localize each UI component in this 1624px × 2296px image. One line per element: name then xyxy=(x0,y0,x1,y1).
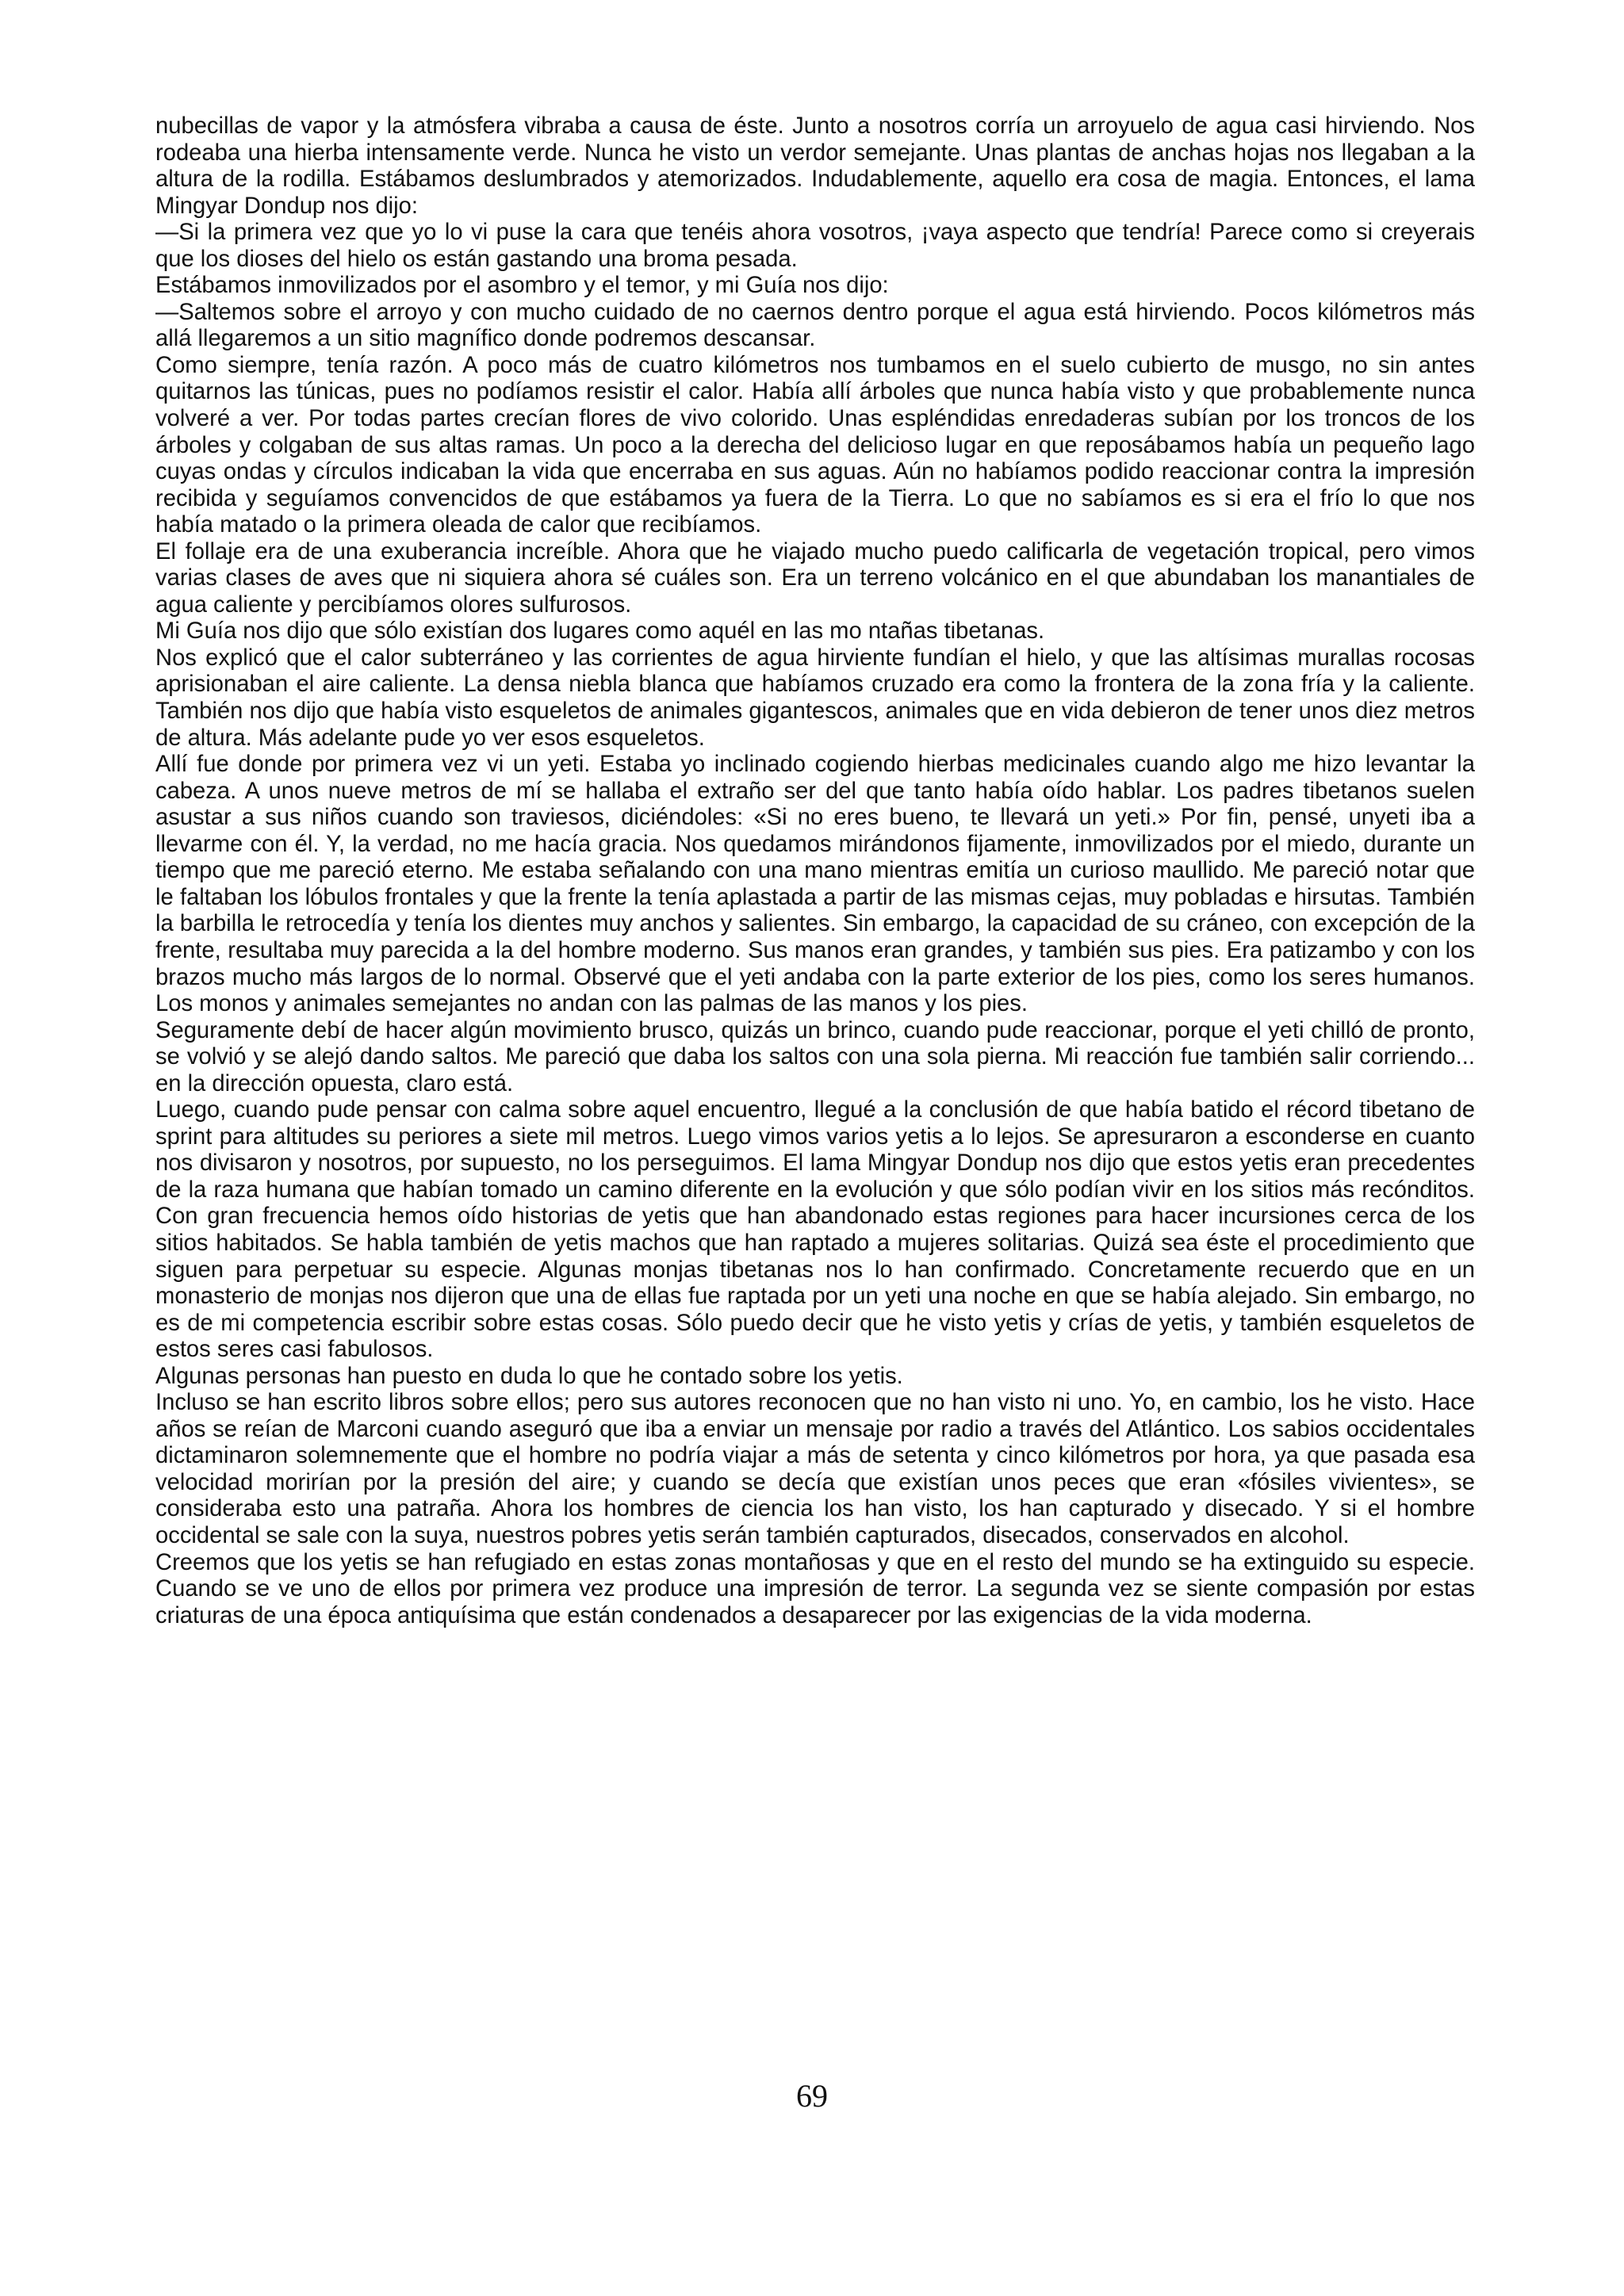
paragraph: nubecillas de vapor y la atmósfera vibraba a causa de éste. Junto a nosotros corría un arroyuelo de agua casi hirviendo. Nos rodeaba una hierba intensamente verde. Nunca he visto un verdor semejante. Unas plantas de anchas hojas nos llegaban a la altura de la rodilla. Estábamos deslumbrados y atemorizados. Indudablemente, aquello era cosa de magia. Entonces, el lama Mingyar Dondup nos dijo: xyxy=(155,113,1475,219)
paragraph: Nos explicó que el calor subterráneo y las corrientes de agua hirviente fundían el hielo, y que las altísimas murallas rocosas aprisionaban el aire caliente. La densa niebla blanca que habíamos cruzado era como la frontera de la zona fría y la caliente. También nos dijo que había visto esqueletos de animales gigantescos, animales que en vida debieron de tener unos diez metros de altura. Más adelante pude yo ver esos esqueletos. xyxy=(155,645,1475,751)
paragraph: Mi Guía nos dijo que sólo existían dos lugares como aquél en las mo ntañas tibetanas. xyxy=(155,618,1045,645)
paragraph: El follaje era de una exuberancia increíble. Ahora que he viajado mucho puedo calificarla de vegetación tropical, pero vimos varias clases de aves que ni siquiera ahora sé cuáles son. Era un terreno volcánico en el que abundaban los manantiales de agua caliente y percibíamos olores sulfurosos. xyxy=(155,538,1475,618)
paragraph: Creemos que los yetis se han refugiado en estas zonas montañosas y que en el resto del mundo se ha extinguido su especie. Cuando se ve uno de ellos por primera vez produce una impresión de terror. La segunda vez se siente compasión por estas criaturas de una época antiquísima que están condenados a desaparecer por las exigencias de la vida moderna. xyxy=(155,1549,1475,1628)
paragraph: Estábamos inmovilizados por el asombro y el temor, y mi Guía nos dijo: xyxy=(155,273,889,299)
paragraph: Incluso se han escrito libros sobre ellos; pero sus autores reconocen que no han visto ni uno. Yo, en cambio, los he visto. Hace años se reían de Marconi cuando aseguró que iba a enviar un mensaje por radio a través del Atlántico. Los sabios occidentales dictaminaron solemnemente que el hombre no podría viajar a más de setenta y cinco kilómetros por hora, ya que pasada esa velocidad morirían por la presión del aire; y cuando se decía que existían unos peces que eran «fósiles vivientes», se consideraba esto una patraña. Ahora los hombres de ciencia los han visto, los han capturado y disecado. Y si el hombre occidental se sale con la suya, nuestros pobres yetis serán también capturados, disecados, conservados en alcohol. xyxy=(155,1390,1475,1548)
paragraph: Allí fue donde por primera vez vi un yeti. Estaba yo inclinado cogiendo hierbas medicinales cuando algo me hizo levantar la cabeza. A unos nueve metros de mí se hallaba el extraño ser del que tanto había oído hablar. Los padres tibetanos suelen asustar a sus niños cuando son traviesos, diciéndoles: «Si no eres bueno, te llevará un yeti.» Por fin, pensé, unyeti iba a llevarme con él. Y, la verdad, no me hacía gracia. Nos quedamos mirándonos fijamente, inmovilizados por el miedo, durante un tiempo que me pareció eterno. Me estaba señalando con una mano mientras emitía un curioso maullido. Me pareció notar que le faltaban los lóbulos frontales y que la frente la tenía aplastada a partir de las mismas cejas, muy pobladas e hirsutas. También la barbilla le retrocedía y tenía los dientes muy anchos y salientes. Sin embargo, la capacidad de su cráneo, con excepción de la frente, resultaba muy parecida a la del hombre moderno. Sus manos eran grandes, y también sus pies. Era patizambo y con los brazos mucho más largos de lo normal. Observé que el yeti andaba con la parte exterior de los pies, como los seres humanos. Los monos y animales semejantes no andan con las palmas de las manos y los pies. xyxy=(155,752,1475,1017)
paragraph: Algunas personas han puesto en duda lo que he contado sobre los yetis. xyxy=(155,1363,903,1389)
paragraph: Luego, cuando pude pensar con calma sobre aquel encuentro, llegué a la conclusión de que había batido el récord tibetano de sprint para altitudes su periores a siete mil metros. Luego vimos varios yetis a lo lejos. Se apresuraron a esconderse en cuanto nos divisaron y nosotros, por supuesto, no los perseguimos. El lama Mingyar Dondup nos dijo que estos yetis eran precedentes de la raza humana que habían tomado un camino diferente en la evolución y que sólo podían vivir en los sitios más recónditos. Con gran frecuencia hemos oído historias de yetis que han abandonado estas regiones para hacer incursiones cerca de los sitios habitados. Se habla también de yetis machos que han raptado a mujeres solitarias. Quizá sea éste el procedimiento que siguen para perpetuar su especie. Algunas monjas tibetanas nos lo han confirmado. Concretamente recuerdo que en un monasterio de monjas nos dijeron que una de ellas fue raptada por un yeti una noche en que se había alejado. Sin embargo, no es de mi competencia escribir sobre estas cosas. Sólo puedo decir que he visto yetis y crías de yetis, y también esqueletos de estos seres casi fabulosos. xyxy=(155,1097,1475,1363)
page-number: 69 xyxy=(796,2078,828,2114)
page-body xyxy=(155,113,1475,1629)
paragraph: Seguramente debí de hacer algún movimiento brusco, quizás un brinco, cuando pude reaccionar, porque el yeti chilló de pronto, se volvió y se alejó dando saltos. Me pareció que daba los saltos con una sola pierna. Mi reacción fue también salir corriendo... en la dirección opuesta, claro está. xyxy=(155,1017,1475,1096)
paragraph: —Si la primera vez que yo lo vi puse la cara que tenéis ahora vosotros, ¡vaya aspecto que tendría! Parece como si creyerais que los dioses del hielo os están gastando una broma pesada. xyxy=(155,220,1475,272)
paragraph: —Saltemos sobre el arroyo y con mucho cuidado de no caernos dentro porque el agua está hirviendo. Pocos kilómetros más allá llegaremos a un sitio magnífico donde podremos descansar. xyxy=(155,299,1475,352)
paragraph: Como siempre, tenía razón. A poco más de cuatro kilómetros nos tumbamos en el suelo cubierto de musgo, no sin antes quitarnos las túnicas, pues no podíamos resistir el calor. Había allí árboles que nunca había visto y que probablemente nunca volveré a ver. Por todas partes crecían flores de vivo colorido. Unas espléndidas enredaderas subían por los troncos de los árboles y colgaban de sus altas ramas. Un poco a la derecha del delicioso lugar en que reposábamos había un pequeño lago cuyas ondas y círculos indicaban la vida que encerraba en sus aguas. Aún no habíamos podido reaccionar contra la impresión recibida y seguíamos convencidos de que estábamos ya fuera de la Tierra. Lo que no sabíamos es si era el frío lo que nos había matado o la primera oleada de calor que recibíamos. xyxy=(155,352,1475,538)
